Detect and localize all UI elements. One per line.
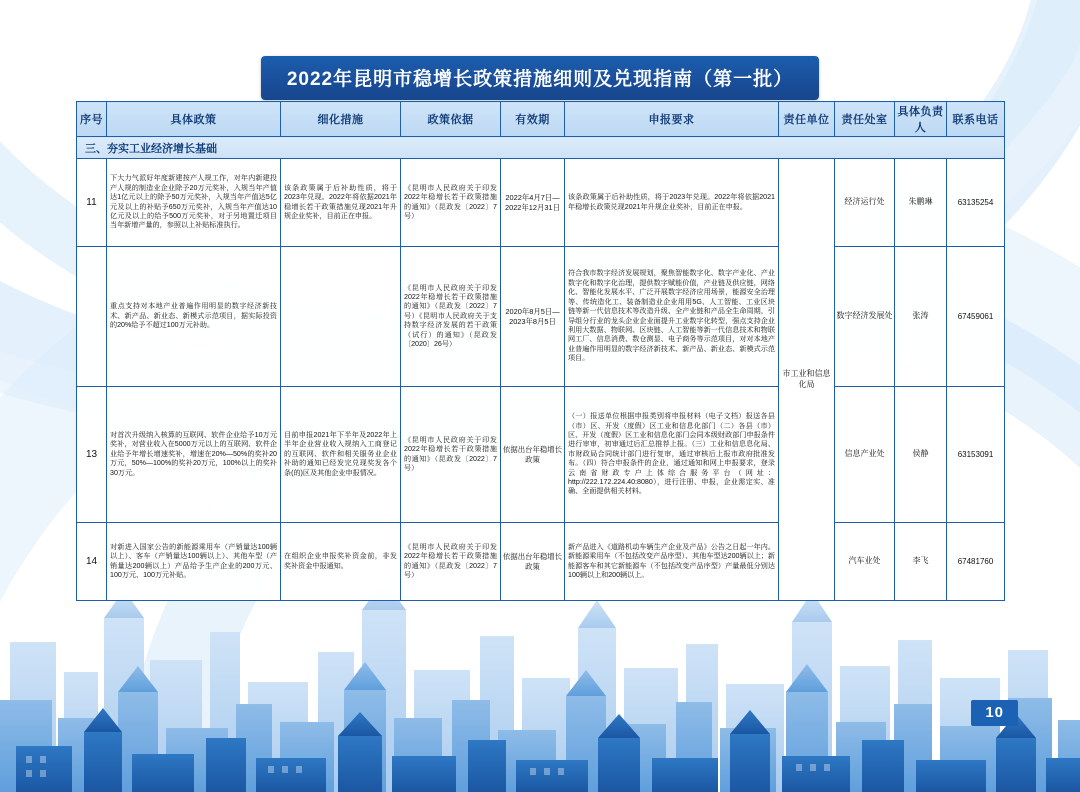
cell-office: 信息产业处 — [835, 387, 895, 523]
cell-basis: 《昆明市人民政府关于印发2022年稳增长若干政策措施的通知》（昆政发〔2022〕7号） — [401, 523, 501, 601]
cell-tel: 63153091 — [947, 387, 1005, 523]
page-title: 2022年昆明市稳增长政策措施细则及兑现指南（第一批） — [261, 56, 819, 100]
cell-requirement: （一）报送单位根据申报类别将申报材料（电子文档）报送各县（市）区、开发（度假）区工业和信息化部门（二）各县（市）区、开发（度假）区工业和信息化部门会同本级财政部门申报条件进行审审，初审通过后汇总推荐上报。（三）工业和信息息化局、市财政局合同统计部门进行复审，通过审核后上报市政府批准发布。（四）符合申报条件的企业，通过通知和网上申报要求，登录云南省财政专户上体综合服务平台（网址：http://222.172.224.40:8080），进行注册、申报，企业需定实、准确、全面提供相关材料。 — [565, 387, 779, 523]
table-row — [77, 247, 1005, 387]
th-policy: 具体政策 — [107, 102, 281, 137]
cell-person: 张涛 — [895, 247, 947, 387]
cell-policy: 对新进入国家公告的新能源乘用车（产销量达100辆以上）、客车（产销量达100辆以上）、其他车型（产销量达200辆以上）产品给予生产企业的200万元、100万元、100万元补贴。 — [107, 523, 281, 601]
table-row — [77, 387, 1005, 523]
th-office: 责任处室 — [835, 102, 895, 137]
policy-table-container — [76, 101, 1004, 601]
table-row — [77, 523, 1005, 601]
cell-basis: 《昆明市人民政府关于印发2022年稳增长若干政策措施的通知》（昆政发〔2022〕7号）《昆明市人民政府关于支持数字经济发展的若干政策（试行）的通知》（昆政发〔2020〕26号） — [401, 247, 501, 387]
cell-person: 侯静 — [895, 387, 947, 523]
cell-tel: 67459061 — [947, 247, 1005, 387]
th-person: 具体负责人 — [895, 102, 947, 137]
cell-no: 14 — [77, 523, 107, 601]
cell-measure: 该条政策属于后补助性质，将于2023年兑现。2022年将依据2021年稳增长若干政策措施兑现2021年升规企业奖补，目前正在申报。 — [281, 159, 401, 247]
cell-valid: 2020年8月5日—2023年8月5日 — [501, 247, 565, 387]
cell-measure: 在组织企业申报奖补资金前，非发奖补资金中报通知。 — [281, 523, 401, 601]
cell-policy: 重点支持对本地产业普遍作用明显的数字经济新技术、新产品、新业态、新模式示范项目，据实际投资的20%给予不超过100万元补助。 — [107, 247, 281, 387]
th-unit: 责任单位 — [779, 102, 835, 137]
cell-measure — [281, 247, 401, 387]
cell-tel: 63135254 — [947, 159, 1005, 247]
cell-requirement: 该条政策属于后补助性质，将于2023年兑现。2022年将依据2021年稳增长政策兑现2021年升规企业奖补，目前正在申报。 — [565, 159, 779, 247]
page-number-badge: 10 — [971, 700, 1018, 726]
table-header-row — [77, 102, 1005, 137]
th-requirement: 申报要求 — [565, 102, 779, 137]
th-tel: 联系电话 — [947, 102, 1005, 137]
table-section-row — [77, 137, 1005, 159]
section-title: 三、夯实工业经济增长基础 — [77, 137, 1005, 159]
th-measure: 细化措施 — [281, 102, 401, 137]
cell-no: 13 — [77, 387, 107, 523]
cell-requirement: 新产品进入《道路机动车辆生产企业及产品》公告之日起一年内。新能源乘用车（不包括改变产品序型）、其他车型达200辆以上；新能源客车和其它新能源车（不包括改变产品序型）产量最低分别达100辆以上和200辆以上。 — [565, 523, 779, 601]
table-row — [77, 159, 1005, 247]
cell-person: 李飞 — [895, 523, 947, 601]
cell-requirement: 符合我市数字经济发展规划，聚焦智能数字化、数字产业化、产业数字化和数字化治理，提供数字赋能价值，产业链及供应链，网络化、智能化发展水平、广泛开展数字经济应用场景，能源安全治理等、传统造化工、装备制造业企业用用5G、人工智能、工业区块链等新一代信息技术等改造升级、全产业链和产品全生命周期，引导组分行业的龙头企业企业面提升工业数字化转型，强点支持企业利用大数据、物联网、区块链、人工智能等新一代信息技术和物联网工厂、信息消费、数仓测显、电子商务等示范项目，对对本地产业普遍作用明显的数字经济新技术、新产品、新业态、新模式示范项目。 — [565, 247, 779, 387]
cell-no — [77, 247, 107, 387]
cell-basis: 《昆明市人民政府关于印发2022年稳增长若干政策措施的通知》（昆政发〔2022〕7号） — [401, 159, 501, 247]
cell-policy: 下大力气派好年度新建按产人规工作，对年内新建投产人规的制造业企业除予20万元奖补，入规当年产值达1亿元以上的除予50万元奖补，入规当年产值达5亿元及以上的补贴予650万元奖补，入规当年产值达10亿元及以上的给予500万元奖补，对于另地置迁项目当年新增产量的，参照以上补贴标准执行。 — [107, 159, 281, 247]
cell-measure: 目前申报2021年下半年及2022年上半年企业营业收入规纳入工商登记的互联网、软件和相关服务业企业补助的通知已经发完兑现奖发各个条(的)区及其他企业申报情况。 — [281, 387, 401, 523]
cell-office: 经济运行处 — [835, 159, 895, 247]
cell-valid: 2022年4月7日—2022年12月31日 — [501, 159, 565, 247]
cell-unit: 市工业和信息化局 — [779, 159, 835, 601]
th-valid: 有效期 — [501, 102, 565, 137]
cell-policy: 对首次升级纳入核算的互联网、软件企业给予10万元奖补，对营业收入在5000万元以上的互联网、软件企业给予年增长增速奖补，增速在20%—50%的奖补20万元，50%—100%的奖补20万元，100%以上的奖补30万元。 — [107, 387, 281, 523]
cell-valid: 依据出台年稳增长政策 — [501, 523, 565, 601]
cell-basis: 《昆明市人民政府关于印发2022年稳增长若干政策措施的通知》（昆政发〔2022〕7号） — [401, 387, 501, 523]
th-basis: 政策依据 — [401, 102, 501, 137]
cell-tel: 67481760 — [947, 523, 1005, 601]
cell-valid: 依据出台年稳增长政策 — [501, 387, 565, 523]
cell-no: 11 — [77, 159, 107, 247]
document-title-container — [0, 56, 1080, 100]
cell-person: 朱鹏琳 — [895, 159, 947, 247]
cell-office: 汽车业处 — [835, 523, 895, 601]
th-no: 序号 — [77, 102, 107, 137]
policy-table — [76, 101, 1005, 601]
cell-office: 数字经济发展处 — [835, 247, 895, 387]
